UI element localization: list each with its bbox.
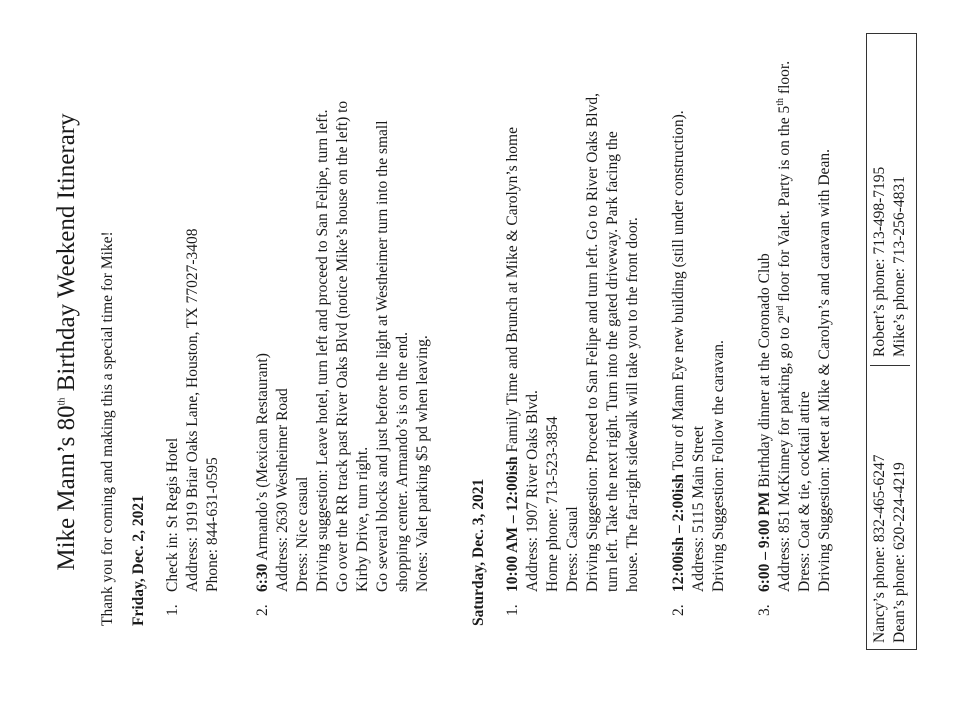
item-line: Go several blocks and just before the light at Westheimer turn into the small [374,120,391,592]
address-text: floor. [776,60,793,98]
intro-text: Thank you for coming and making this a special time for Mike! [99,231,116,626]
saturday-item-3 [755,58,835,626]
item-title: Armando’s (Mexican Restaurant) [254,353,271,564]
contact-dean: Dean’s phone: 620-224-4219 [890,366,910,644]
item-time: 6:00 – 9:00 PM [756,491,773,592]
item-time: 10:00 AM – 12:00ish [504,456,521,592]
contacts-table [870,40,910,643]
saturday-item-2 [669,58,729,626]
item-heading [669,58,689,592]
item-line: house. The far-right sidewalk will take you to the front door. [624,217,641,592]
item-line: Address: 1907 River Oaks Blvd. [524,390,541,592]
title-superscript: th [56,397,68,406]
title-text-end: Birthday Weekend Itinerary [53,113,80,398]
item-title: Family Time and Brunch at Mike & Carolyn’s home [504,127,521,457]
item-title: Birthday dinner at the Coronado Club [756,253,773,492]
hotel-address: Address: 1919 Briar Oaks Lane, Houston, TX 77027-3408 [184,228,201,592]
title-text: Mike Mann’s 80 [53,405,80,571]
item-heading [253,58,273,592]
item-time: 6:30 [254,563,271,592]
item-line: Go over the RR track past River Oaks Blvd (notice Mike’s house on the left) to [334,100,351,592]
item-line: Driving Suggestion: Proceed to San Felipe and turn left. Go to River Oaks Blvd, [584,93,601,592]
contacts-box [866,33,917,650]
item-line: Kirby Drive, turn right. [354,446,371,592]
contacts-row [890,40,910,643]
contact-nancy: Nancy’s phone: 832-465-6247 [870,366,890,644]
item-number: 1. [504,604,521,616]
saturday-item-1 [503,58,643,626]
saturday-heading: Saturday, Dec. 3, 2021 [470,478,487,626]
item-line: shopping center. Armando’s is on the end. [394,331,411,592]
item-line: Driving Suggestion: Meet at Mike & Carolyn’s and caravan with Dean. [816,149,833,592]
address-superscript: th [774,97,786,106]
item-line: Driving suggestion: Leave hotel, turn left and proceed to San Felipe, turn left. [314,109,331,592]
item-line: Driving Suggestion: Follow the caravan. [710,340,727,592]
friday-item-1 [163,58,223,626]
address-text: Address: 851 McKinney for parking, go to 2 [776,315,793,592]
item-line: Dress: Coat & tie, cocktail attire [796,391,813,592]
item-line: Dress: Nice casual [294,476,311,592]
item-line: Address: 5115 Main Street [690,425,707,592]
item-number: 2. [254,604,271,616]
item-heading [503,58,523,592]
item-number: 2. [670,604,687,616]
item-time: 12:00ish – 2:00ish [670,474,687,592]
friday-item-2 [253,58,433,626]
address-superscript: nd [774,305,786,316]
item-number: 3. [756,604,773,616]
address-text: floor for Valet. Party is on the 5 [776,105,793,306]
hotel-phone: Phone: 844-631-0595 [204,457,221,592]
item-heading [755,58,775,592]
friday-heading: Friday, Dec. 2, 2021 [130,495,147,626]
contact-robert: Robert’s phone: 713-498-7195 [871,166,888,357]
checkin-line: Check in: St Regis Hotel [164,437,181,592]
item-line: Notes: Valet parking $5 pd when leaving. [414,335,431,592]
item-line: Address: 2630 Westheimer Road [274,388,291,592]
page-title [52,58,82,626]
item-number: 1. [164,604,181,616]
club-address [775,58,795,592]
contacts-row [870,40,890,643]
item-line: Dress: Casual [564,506,581,592]
item-line: Home phone: 713-523-3854 [544,416,561,592]
contact-mike: Mike’s phone: 713-256-4831 [891,176,908,357]
item-line: turn left. Take the next right. Turn into the gated driveway. Park facing the [604,131,621,592]
item-title: Tour of Mann Eye new building (still under construction). [670,110,687,474]
